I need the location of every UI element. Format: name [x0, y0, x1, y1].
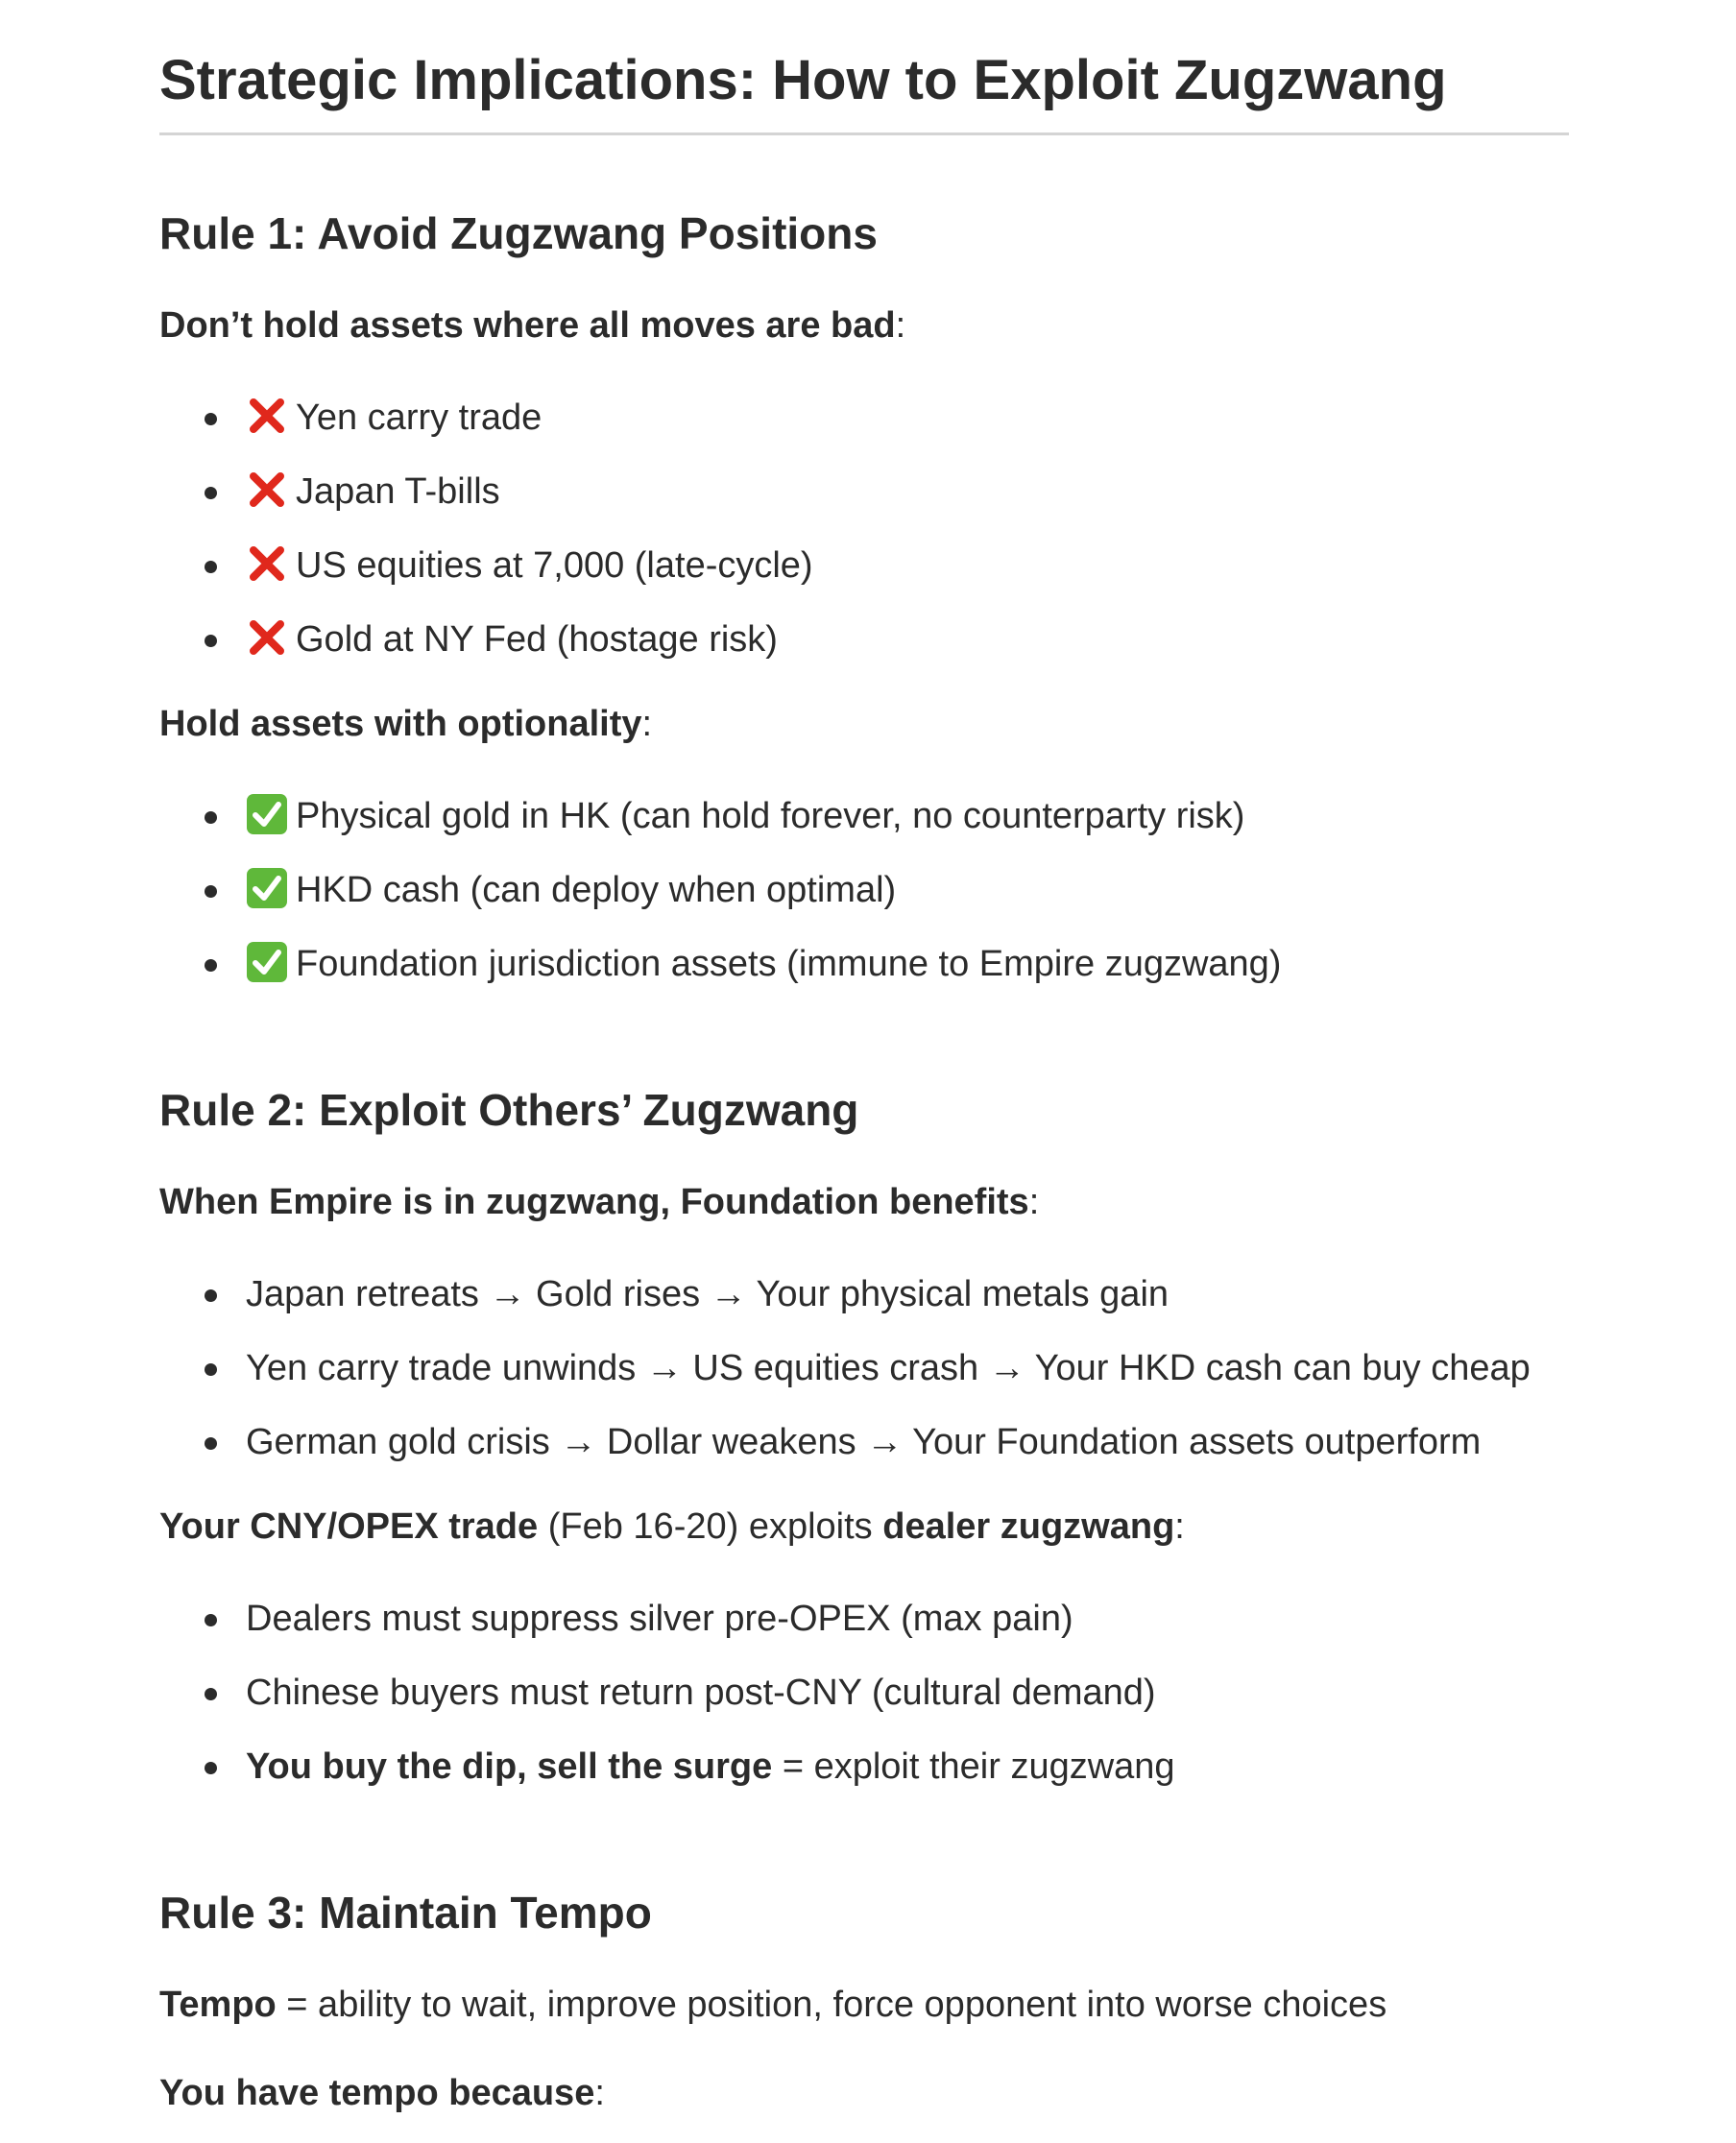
check-mark-icon [246, 941, 288, 983]
list-item [159, 614, 1569, 664]
list-item [159, 1742, 1569, 1792]
rule3-heading: Rule 3: Maintain Tempo [159, 1888, 652, 1938]
check-mark-icon [246, 793, 288, 835]
rule3-tempo-definition [159, 1980, 1569, 2030]
trade-target: dealer zugzwang [882, 1506, 1175, 1547]
rule1-heading: Rule 1: Avoid Zugzwang Positions [159, 208, 878, 258]
trade-label-bold: Your CNY/OPEX trade [159, 1506, 539, 1547]
avoid-list [159, 393, 1569, 664]
hold-item-text: HKD cash (can deploy when optimal) [296, 870, 897, 910]
article-content [159, 0, 1569, 2118]
cross-mark-icon [246, 542, 288, 585]
cross-mark-icon [246, 395, 288, 437]
avoid-item-text: US equities at 7,000 (late-cycle) [296, 545, 813, 586]
hold-label-text: Hold assets with optionality [159, 704, 642, 744]
list-item: Yen carry trade unwinds → US equities crash → Your HKD cash can buy cheap [159, 1343, 1569, 1393]
trade-dates: (Feb 16-20) exploits [538, 1506, 883, 1547]
rule1-avoid-label: Don’t hold assets where all moves are bad: [159, 305, 906, 346]
check-mark-icon [246, 867, 288, 909]
rule2-heading: Rule 2: Exploit Others’ Zugzwang [159, 1085, 859, 1135]
list-item: German gold crisis → Dollar weakens → Your Foundation assets outperform [159, 1417, 1569, 1467]
chain-list [159, 1269, 1569, 1467]
tempo-bold: Tempo [159, 1985, 277, 2025]
list-item [159, 865, 1569, 915]
hold-item-text: Physical gold in HK (can hold forever, no counterparty risk) [296, 796, 1245, 836]
tempo-rest: = ability to wait, improve position, force opponent into worse choices [276, 1985, 1387, 2025]
list-item [159, 791, 1569, 841]
hold-item-text: Foundation jurisdiction assets (immune to Empire zugzwang) [296, 944, 1282, 984]
rule2-when-label: When Empire is in zugzwang, Foundation benefits: [159, 1182, 1040, 1222]
list-item [159, 541, 1569, 590]
list-item [159, 393, 1569, 443]
when-label-text: When Empire is in zugzwang, Foundation benefits [159, 1182, 1029, 1222]
hold-list [159, 791, 1569, 989]
avoid-item-text: Gold at NY Fed (hostage risk) [296, 619, 778, 660]
rule1-hold-label: Hold assets with optionality: [159, 704, 653, 744]
trade-final-bold: You buy the dip, sell the surge [246, 1746, 773, 1787]
page-title: Strategic Implications: How to Exploit Zugzwang [159, 0, 1569, 135]
avoid-item-text: Japan T-bills [296, 471, 500, 512]
list-item [159, 939, 1569, 989]
cross-mark-icon [246, 469, 288, 511]
rule3-because-label: You have tempo because: [159, 2073, 605, 2113]
rule2-trade-label: Your CNY/OPEX trade (Feb 16-20) exploits dealer zugzwang: [159, 1506, 1185, 1547]
list-item: Chinese buyers must return post-CNY (cultural demand) [159, 1668, 1569, 1718]
avoid-item-text: Yen carry trade [296, 397, 542, 438]
cross-mark-icon [246, 616, 288, 659]
list-item: Japan retreats → Gold rises → Your physical metals gain [159, 1269, 1569, 1319]
because-label-text: You have tempo because [159, 2073, 595, 2113]
list-item: Dealers must suppress silver pre-OPEX (max pain) [159, 1594, 1569, 1644]
avoid-label-text: Don’t hold assets where all moves are bad [159, 305, 896, 346]
trade-list [159, 1594, 1569, 1792]
list-item [159, 467, 1569, 517]
trade-final-rest: = exploit their zugzwang [772, 1746, 1175, 1787]
